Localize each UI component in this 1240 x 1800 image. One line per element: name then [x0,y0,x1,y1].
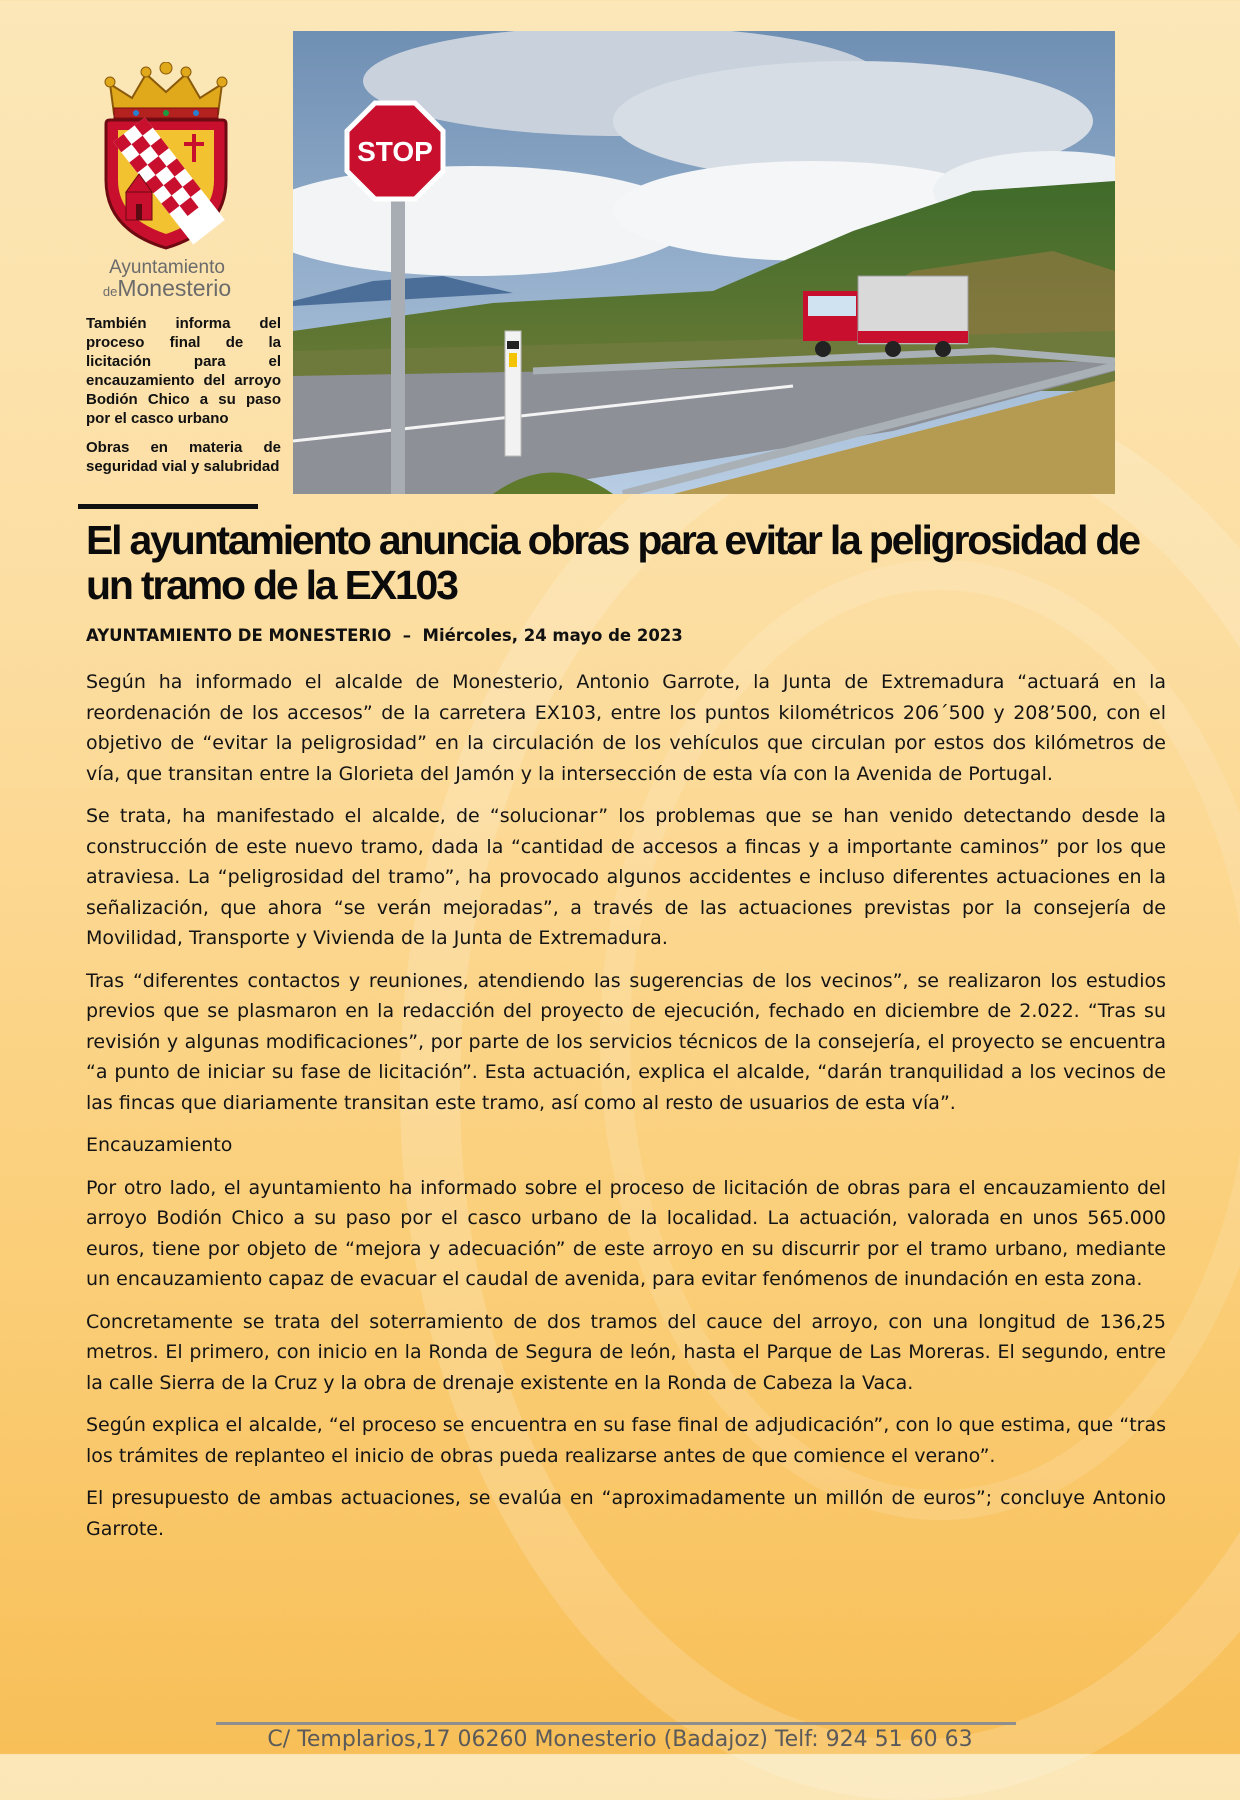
road-photo [293,31,1115,494]
side-notes [86,314,281,486]
side-note: También informa del proceso final de la licitación para el encauzamiento del arroyo Bodión Chico a su paso por el casco urbano [86,315,281,427]
logo-name-line1: Ayuntamiento [109,257,225,278]
article-paragraph: Tras “diferentes contactos y reuniones, atendiendo las sugerencias de los vecinos”, se realizaron los estudios previos que se plasmaron en la redacción del proyecto de ejecución, fechado en diciembre de 2.022. “Tras su revisión y algunas modificaciones”, por parte de los servicios técnicos de la consejería, el proyecto se encuentra “a punto de iniciar su fase de licitación”. Esta actuación, explica el alcalde, “darán tranquilidad a los vecinos de las fincas que diariamente transitan este tramo, así como al resto de usuarios de esta vía”. [86,969,1166,1114]
byline-source: AYUNTAMIENTO DE MONESTERIO [86,626,392,645]
article-paragraph: El presupuesto de ambas actuaciones, se evalúa en “aproximadamente un millón de euros”; concluye Antonio Garrote. [86,1487,1166,1540]
article-byline [86,626,683,645]
byline-date: Miércoles, 24 mayo de 2023 [422,626,683,645]
municipal-crest-logo [96,62,236,252]
municipality-name [84,258,250,302]
stop-sign-text: STOP [357,136,433,167]
article-body [86,667,1166,1556]
article-subheading: Encauzamiento [86,1134,233,1156]
article-paragraph: Se trata, ha manifestado el alcalde, de “solucionar” los problemas que se han venido detectando desde la construcción de este nuevo tramo, dada la “cantidad de accesos a fincas y a importante caminos” por los que atraviesa. La “peligrosidad del tramo”, ha provocado algunos accidentes e incluso diferentes actuaciones en la señalización, que ahora “se verán mejoradas”, a través de las actuaciones previstas por la consejería de Movilidad, Transporte y Vivienda de la Junta de Extremadura. [86,805,1166,949]
side-divider [78,504,258,509]
byline-separator: – [402,626,412,645]
article-paragraph: Concretamente se trata del soterramiento de dos tramos del cauce del arroyo, con una longitud de 136,25 metros. El primero, con inicio en la Ronda de Segura de león, hasta el Parque de Las Moreras. El segundo, entre la calle Sierra de la Cruz y la obra de drenaje existente en la Ronda de Cabeza la Vaca. [86,1310,1166,1394]
article-paragraph: Según explica el alcalde, “el proceso se encuentra en su fase final de adjudicación”, con lo que estima, que “tras los trámites de replanteo el inicio de obras pueda realizarse antes de que comience el verano”. [86,1414,1166,1467]
footer-divider [216,1722,1016,1725]
article-paragraph: Por otro lado, el ayuntamiento ha informado sobre el proceso de licitación de obras para el encauzamiento del arroyo Bodión Chico a su paso por el casco urbano de la localidad. La actuación, valorada en unos 565.000 euros, tiene por objeto de “mejora y adecuación” de este arroyo en su discurrir por el tramo urbano, mediante un encauzamiento capaz de evacuar el caudal de avenida, para evitar fenómenos de inundación en esta zona. [86,1176,1166,1290]
article-paragraph: Según ha informado el alcalde de Monesterio, Antonio Garrote, la Junta de Extremadura “actuará en la reordenación de los accesos” de la carretera EX103, entre los puntos kilométricos 206´500 y 208’500, con el objetivo de “evitar la peligrosidad” en la circulación de los vehículos que circulan por estos dos kilómetros de vía, que transitan entre la Glorieta del Jamón y la intersección de esta vía con la Avenida de Portugal. [86,671,1166,785]
article-headline: El ayuntamiento anuncia obras para evitar la peligrosidad de un tramo de la EX103 [86,517,1139,608]
footer-address: C/ Templarios,17 06260 Monesterio (Badajoz) Telf: 924 51 60 63 [267,1727,973,1752]
logo-name-line2: Monesterio [117,275,232,301]
side-note: Obras en materia de seguridad vial y salubridad [86,439,281,475]
logo-name-prefix: de [102,284,118,299]
